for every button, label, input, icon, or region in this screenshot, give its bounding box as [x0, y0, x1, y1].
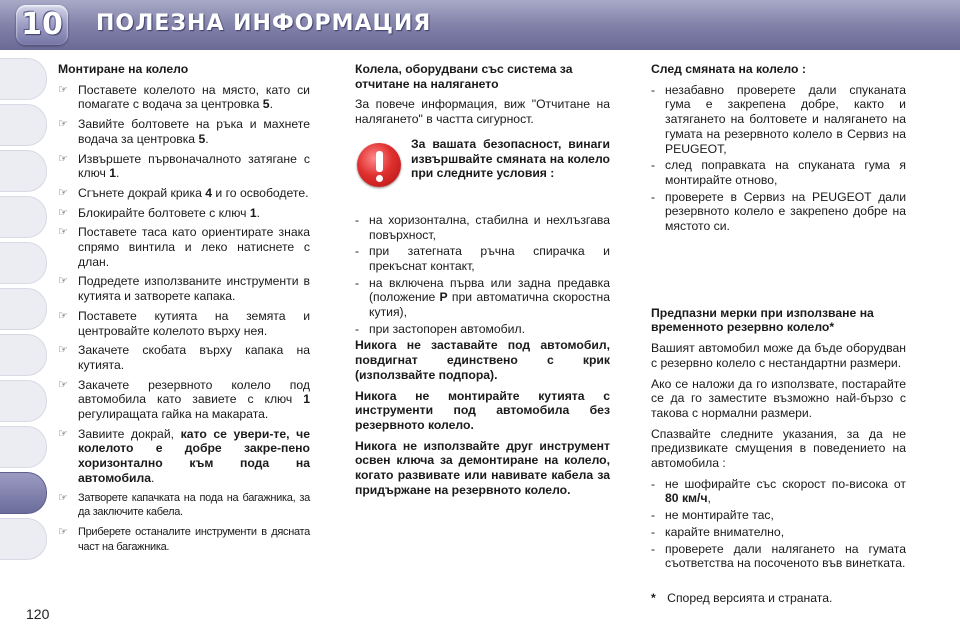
list-item — [58, 117, 310, 146]
footnote-mark: * — [651, 590, 656, 605]
list-item — [355, 213, 610, 242]
item-tail: при автоматична скоростна кутия), — [369, 290, 610, 320]
column-mounting — [58, 62, 310, 559]
bullet-marker: ☞ — [58, 274, 68, 288]
item-text: след поправката на спуканата гума я монтирайте отново, — [665, 158, 906, 187]
bullet-marker: ☞ — [58, 426, 68, 440]
section-heading: Колела, оборудвани със система за отчитане на налягането — [355, 62, 573, 91]
chapter-tab[interactable] — [0, 288, 47, 330]
item-text: Закачете резервното колело под автомобила като завиете с ключ — [78, 377, 310, 407]
item-tail: . — [256, 205, 260, 220]
bullet-marker: ☞ — [58, 377, 68, 391]
bullet-marker: ☞ — [58, 308, 68, 322]
list-item — [651, 158, 906, 187]
intro-text: За повече информация, виж "Отчитане на налягането" в частта сигурност. — [355, 97, 610, 127]
chapter-tab[interactable] — [0, 380, 47, 422]
bullet-marker: - — [355, 244, 360, 259]
list-item — [651, 190, 906, 234]
list-item — [58, 225, 310, 269]
section-heading: След смяната на колело : — [651, 62, 806, 76]
bullet-marker: ☞ — [58, 205, 68, 219]
chapter-tab[interactable] — [0, 58, 47, 100]
bullet-marker: - — [355, 212, 360, 227]
item-bold: 5 — [262, 97, 270, 112]
item-text: Сгънете докрай крика — [78, 185, 202, 200]
list-item — [58, 491, 310, 520]
paragraph: Вашият автомобил може да бъде оборудван с резервно колело с нестандартни размери. — [651, 341, 906, 370]
item-text: Приберете останалите инструменти в дясната част на багажника. — [78, 525, 310, 553]
item-text: карайте внимателно, — [665, 524, 785, 539]
item-tail: . — [151, 470, 155, 485]
item-tail: . — [269, 97, 273, 112]
item-text: Блокирайте болтовете с ключ — [78, 205, 247, 220]
item-text: Завиите докрай, — [78, 426, 175, 441]
section-heading: Монтиране на колело — [58, 62, 189, 76]
list-item — [58, 186, 310, 201]
list-item — [651, 525, 906, 540]
item-bold: P — [439, 290, 448, 305]
item-tail: регулиращата гайка на макарата. — [78, 407, 269, 422]
dash-marker: - — [651, 189, 656, 204]
chapter-tab[interactable] — [0, 242, 47, 284]
list-item — [58, 83, 310, 112]
column-pressure — [355, 62, 610, 503]
warning-text: За вашата безопасност, винаги извършвайте смяната на колело при следните условия : — [411, 136, 610, 181]
item-text: Поставете таса като ориентирате знака спрямо винтила и леко натиснете с длан. — [78, 225, 310, 269]
item-text: Извършете първоначалното затягане с ключ — [78, 151, 310, 181]
item-bold: 1 — [109, 166, 116, 181]
item-bold: 5 — [198, 131, 206, 146]
page-title: ПОЛЕЗНА ИНФОРМАЦИЯ — [96, 11, 432, 36]
item-text: Поставете кутията на земята и центровайте колелото върху нея. — [78, 308, 310, 338]
section-heading: Предпазни мерки при използване на временното резервно колело* — [651, 305, 874, 335]
list-item — [58, 309, 310, 338]
bullet-marker: ☞ — [58, 185, 68, 199]
bullet-marker: ☞ — [58, 82, 68, 96]
bullet-marker: ☞ — [58, 225, 68, 239]
chapter-tab[interactable] — [0, 150, 47, 192]
bullet-marker: ☞ — [58, 151, 68, 165]
page-number: 120 — [26, 606, 50, 622]
warning-block — [355, 137, 610, 205]
list-item — [58, 378, 310, 422]
item-bold: 1 — [303, 392, 311, 407]
item-text: Закачете скобата върху капака на кутията. — [78, 343, 310, 372]
never-warning: Никога не използвайте друг инструмент освен ключа за демонтиране на колело, когато развивате или навивате кабела за придържане на резервното колело. — [355, 438, 610, 497]
exclamation-warning-icon — [357, 143, 401, 187]
item-text: при застопорен автомобил. — [369, 321, 525, 336]
bullet-marker: ☞ — [58, 343, 68, 357]
list-item — [355, 244, 610, 273]
list-item — [58, 152, 310, 181]
bullet-marker: ☞ — [58, 490, 68, 504]
list-item — [355, 276, 610, 320]
list-item — [651, 542, 906, 571]
list-item — [58, 525, 310, 554]
list-item — [651, 83, 906, 157]
item-tail: , — [707, 491, 711, 506]
bullet-marker: - — [355, 275, 360, 290]
item-text: Завийте болтовете на ръка и махнете водача за центровка — [78, 117, 310, 146]
bullet-marker: - — [651, 476, 656, 491]
never-warning: Никога не монтирайте кутията с инструменти под автомобила без резервното колело. — [355, 388, 610, 432]
chapter-tab[interactable] — [0, 426, 47, 468]
item-text: на включена първа или задна предавка (положение — [369, 275, 610, 305]
bullet-marker: - — [651, 508, 656, 523]
chapter-tab-active[interactable] — [0, 472, 47, 514]
bullet-marker: - — [651, 541, 656, 556]
item-text: на хоризонтална, стабилна и нехлъзгава повърхност, — [369, 212, 610, 242]
item-text: Подредете използваните инструменти в кутията и затворете капака. — [78, 274, 310, 304]
item-tail: . — [115, 166, 120, 181]
item-bold: 80 км/ч — [665, 491, 708, 506]
item-tail: . — [205, 131, 209, 146]
item-text: проверете дали налягането на гумата съответства на посоченото във винетката. — [665, 541, 906, 571]
bullet-marker: - — [355, 321, 360, 336]
list-item — [651, 508, 906, 523]
bullet-marker: ☞ — [58, 117, 68, 131]
footnote — [651, 591, 906, 606]
chapter-number-badge: 10 — [16, 5, 68, 45]
list-item — [58, 427, 310, 486]
item-text: при затегната ръчна спирачка и прекъснат контакт, — [369, 244, 610, 273]
item-text: незабавно проверете дали спуканата гума е закрепена добре, както и затягането на болтовете и налягането на гумата на резервното колело в Сервиз на PEUGEOT, — [665, 82, 906, 156]
item-bold: 4 — [205, 185, 213, 200]
paragraph: Ако се наложи да го използвате, постарайте се да го заместите възможно най-бързо с такова с нормални размери. — [651, 376, 906, 420]
header-band — [0, 0, 960, 50]
list-item — [355, 322, 610, 337]
item-text: не шофирайте със скорост по-висока от — [665, 476, 906, 491]
item-text: не монтирайте тас, — [665, 508, 774, 523]
column-after — [651, 62, 906, 606]
list-item — [58, 206, 310, 221]
item-bold: като се увери-те, че колелото е добре закре-пено хоризонтално към пода на автомобила — [78, 426, 311, 485]
item-text: Затворете капачката на пода на багажника, за да заключите кабела. — [78, 491, 310, 519]
bullet-marker: - — [651, 524, 656, 539]
chapter-tab[interactable] — [0, 518, 47, 560]
dash-marker: - — [651, 82, 656, 97]
item-text: Поставете колелото на място, като си помагате с водача за центровка — [78, 82, 310, 112]
list-item — [58, 343, 310, 372]
bullet-marker: ☞ — [58, 524, 68, 538]
list-item — [58, 274, 310, 303]
footnote-text: Според версията и страната. — [667, 590, 833, 605]
chapter-tabs — [0, 58, 50, 578]
paragraph: Спазвайте следните указания, за да не предизвикате смущения в поведението на автомобила : — [651, 426, 906, 471]
item-bold: 1 — [249, 205, 257, 220]
chapter-tab[interactable] — [0, 334, 47, 376]
chapter-tab[interactable] — [0, 104, 47, 146]
never-warning: Никога не заставайте под автомобил, повдигнат единствено с крик (използвайте подпора). — [355, 338, 610, 382]
chapter-tab[interactable] — [0, 196, 47, 238]
item-text: проверете в Сервиз на PEUGEOT дали резервното колело е закрепено добре на мястото си. — [665, 189, 906, 234]
item-tail: и го освободете. — [212, 185, 309, 200]
list-item — [651, 477, 906, 506]
dash-marker: - — [651, 158, 656, 173]
